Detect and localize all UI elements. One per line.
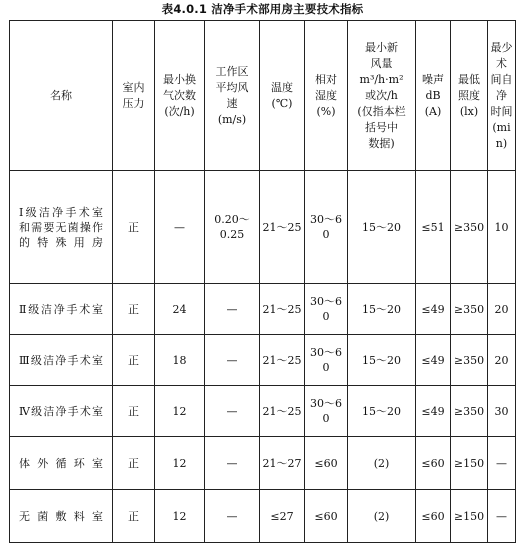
header-row — [10, 21, 516, 171]
header-air-changes: 最小换 气次数 (次/h) — [155, 21, 205, 171]
header-temperature: 温度 (℃) — [260, 21, 305, 171]
table-title: 表4.0.1 洁净手术部用房主要技术指标 — [161, 2, 364, 16]
header-fresh-air: 最小新 风量 m³/h·m² 或次/h (仅指本栏 括号中 数据) — [348, 21, 416, 171]
header-pressure: 室内 压力 — [113, 21, 155, 171]
noise-cell: ≤49 — [416, 284, 451, 335]
pressure-cell: 正 — [113, 490, 155, 543]
header-air-speed: 工作区 平均风 速 (m/s) — [205, 21, 260, 171]
air-changes-cell: 12 — [155, 386, 205, 437]
self-clean-time-cell: 20 — [488, 284, 516, 335]
table-row — [10, 284, 516, 335]
illuminance-cell: ≥350 — [451, 335, 488, 386]
header-noise: 噪声 dB (A) — [416, 21, 451, 171]
self-clean-time-cell: — — [488, 437, 516, 490]
fresh-air-cell: (2) — [348, 490, 416, 543]
self-clean-time-cell: 10 — [488, 171, 516, 284]
humidity-cell: 30～60 — [305, 171, 348, 284]
humidity-cell: 30～60 — [305, 386, 348, 437]
temperature-cell: 21～25 — [260, 335, 305, 386]
air-speed-cell: — — [205, 284, 260, 335]
air-speed-cell: 0.20～ 0.25 — [205, 171, 260, 284]
fresh-air-cell: 15～20 — [348, 284, 416, 335]
fresh-air-cell: 15～20 — [348, 335, 416, 386]
air-speed-cell: — — [205, 335, 260, 386]
air-speed-cell: — — [205, 490, 260, 543]
header-humidity: 相对 湿度 (%) — [305, 21, 348, 171]
pressure-cell: 正 — [113, 335, 155, 386]
pressure-cell: 正 — [113, 437, 155, 490]
pressure-cell: 正 — [113, 171, 155, 284]
fresh-air-cell: 15～20 — [348, 171, 416, 284]
humidity-cell: 30～60 — [305, 335, 348, 386]
self-clean-time-cell: 20 — [488, 335, 516, 386]
air-changes-cell: — — [155, 171, 205, 284]
room-name-cell: Ⅱ级洁净手术室 — [10, 284, 113, 335]
noise-cell: ≤49 — [416, 335, 451, 386]
technical-indicators-table — [9, 20, 516, 543]
air-changes-cell: 24 — [155, 284, 205, 335]
table-row — [10, 386, 516, 437]
air-changes-cell: 12 — [155, 490, 205, 543]
illuminance-cell: ≥350 — [451, 386, 488, 437]
room-name-cell: Ⅰ级洁净手术室和需要无菌操作的特殊用房 — [10, 171, 113, 284]
table-row — [10, 171, 516, 284]
pressure-cell: 正 — [113, 386, 155, 437]
noise-cell: ≤49 — [416, 386, 451, 437]
self-clean-time-cell: — — [488, 490, 516, 543]
header-self-clean-time: 最少术 间自净 时间 (min) — [488, 21, 516, 171]
table-row — [10, 437, 516, 490]
temperature-cell: ≤27 — [260, 490, 305, 543]
temperature-cell: 21～25 — [260, 386, 305, 437]
temperature-cell: 21～25 — [260, 284, 305, 335]
illuminance-cell: ≥150 — [451, 490, 488, 543]
temperature-cell: 21～25 — [260, 171, 305, 284]
air-changes-cell: 12 — [155, 437, 205, 490]
illuminance-cell: ≥350 — [451, 284, 488, 335]
humidity-cell: ≤60 — [305, 490, 348, 543]
fresh-air-cell: (2) — [348, 437, 416, 490]
noise-cell: ≤51 — [416, 171, 451, 284]
pressure-cell: 正 — [113, 284, 155, 335]
humidity-cell: ≤60 — [305, 437, 348, 490]
air-speed-cell: — — [205, 386, 260, 437]
noise-cell: ≤60 — [416, 437, 451, 490]
table-row — [10, 335, 516, 386]
room-name-cell: Ⅲ级洁净手术室 — [10, 335, 113, 386]
table-row — [10, 490, 516, 543]
room-name-cell: 体外循环室 — [10, 437, 113, 490]
illuminance-cell: ≥350 — [451, 171, 488, 284]
fresh-air-cell: 15～20 — [348, 386, 416, 437]
temperature-cell: 21～27 — [260, 437, 305, 490]
self-clean-time-cell: 30 — [488, 386, 516, 437]
humidity-cell: 30～60 — [305, 284, 348, 335]
room-name-cell: 无菌敷料室 — [10, 490, 113, 543]
noise-cell: ≤60 — [416, 490, 451, 543]
header-illuminance: 最低 照度 (lx) — [451, 21, 488, 171]
header-name: 名称 — [10, 21, 113, 171]
illuminance-cell: ≥150 — [451, 437, 488, 490]
air-speed-cell: — — [205, 437, 260, 490]
air-changes-cell: 18 — [155, 335, 205, 386]
room-name-cell: Ⅳ级洁净手术室 — [10, 386, 113, 437]
